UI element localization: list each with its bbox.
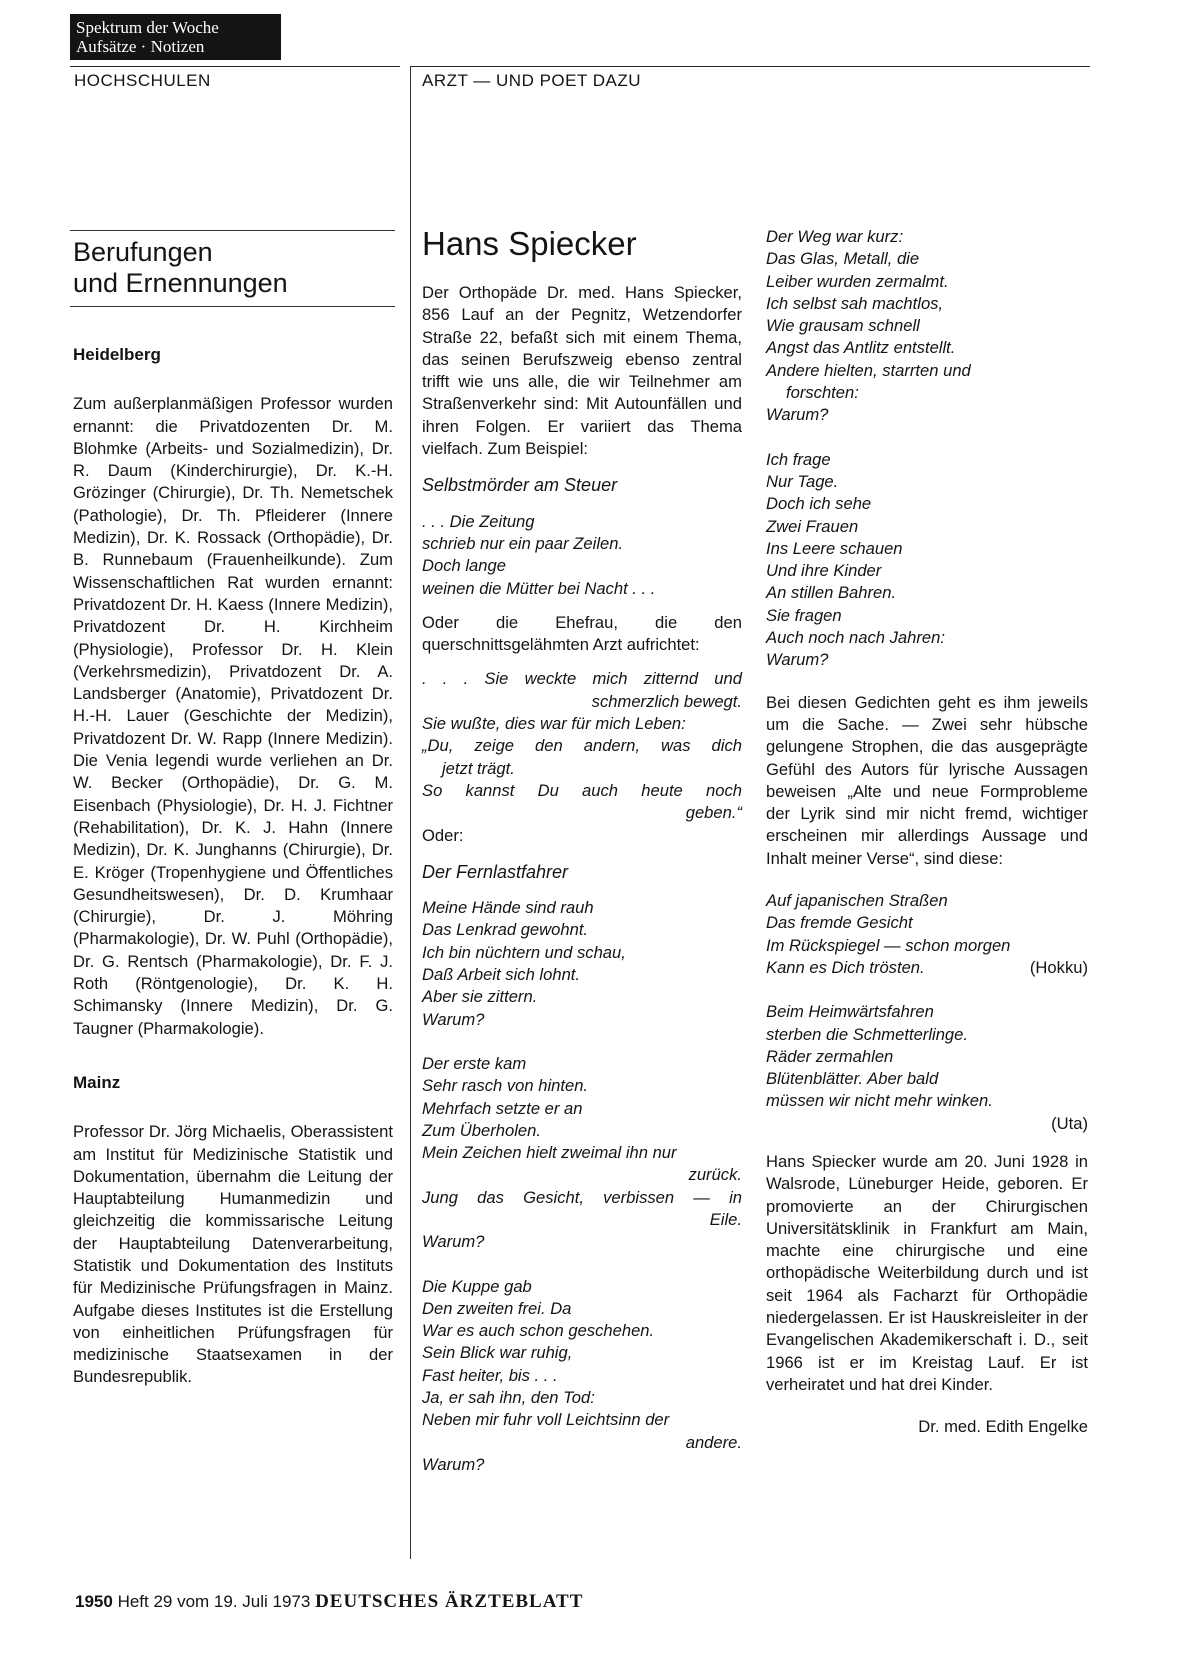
poem1-line: Doch lange (422, 556, 506, 576)
haiku-line: Das fremde Gesicht (766, 913, 913, 933)
poem-line: Nur Tage. (766, 471, 839, 491)
poem-line: Wie grausam schnell (766, 316, 920, 336)
transition-text: Oder die Ehefrau, die den querschnittsgelähmten Arzt aufrichtet: (422, 612, 742, 655)
commentary-text: Bei diesen Gedichten geht es ihm jeweils um die Sache. — Zwei sehr hübsche gelungene Strophen, die das ausgeprägte Gefühl des Autors für lyrische Aussagen beweisen „Alte und neue Formprobleme der Lyrik sind mir nicht fremd, wichtiger erscheinen mir allerdings Aussage und Inhalt meiner Verse“, sind diese: (766, 692, 1088, 868)
article-title-line1: Berufungen (73, 237, 213, 267)
poem1-title: Selbstmörder am Steuer (422, 475, 618, 496)
top-rule-left (70, 66, 400, 67)
haiku-line: Beim Heimwärtsfahren (766, 1002, 934, 1022)
masthead: DEUTSCHES ÄRZTEBLATT (315, 1591, 584, 1612)
poem3-line: War es auch schon geschehen. (422, 1321, 655, 1341)
left-column (73, 237, 393, 1389)
author-signature: Dr. med. Edith Engelke (918, 1417, 1088, 1437)
poem3-line: Die Kuppe gab (422, 1276, 532, 1296)
haiku-line: Kann es Dich trösten. (766, 957, 925, 977)
poem3-line: Eile. (709, 1209, 742, 1229)
top-rule-right (410, 66, 1090, 67)
poem3-line: Zum Überholen. (422, 1120, 541, 1140)
poem1-line: . . . Die Zeitung (422, 511, 535, 531)
poem3-line: Das Lenkrad gewohnt. (422, 920, 589, 940)
section-label (70, 14, 281, 60)
right-column (766, 226, 1088, 1439)
poem2-line: . . . Sie weckte mich zitternd und (422, 669, 742, 689)
poem3-line: Daß Arbeit sich lohnt. (422, 965, 581, 985)
poem-line: Ins Leere schauen (766, 538, 903, 558)
poem3-line: Der erste kam (422, 1053, 527, 1073)
poem3-line: Meine Hände sind rauh (422, 898, 594, 918)
poem3-line: Mehrfach setzte er an (422, 1098, 583, 1118)
poem-line: Das Glas, Metall, die (766, 249, 920, 269)
poet-intro: Der Orthopäde Dr. med. Hans Spiecker, 856 Lauf an der Pegnitz, Wetzendorfer Straße 22, befaßt sich mit einem Thema, das seinen Berufszweig ebenso zentral trifft wie uns alle, die wir Teilnehmer am Straßenverkehr sind: Mit Autounfällen und ihren Folgen. Er variiert das Thema vielfach. Zum Beispiel: (422, 283, 742, 459)
section-label-line2: Aufsätze · Notizen (76, 37, 205, 56)
poem1 (422, 511, 742, 600)
poem3-line: Ja, er sah ihn, den Tod: (422, 1388, 595, 1408)
poem2 (422, 668, 742, 824)
poem-line: Auch noch nach Jahren: (766, 628, 945, 648)
poem-line: Doch ich sehe (766, 494, 872, 514)
poem-line: forschten: (786, 383, 859, 403)
article-title-line2: und Ernennungen (73, 268, 288, 298)
haiku-line: Auf japanischen Straßen (766, 891, 948, 911)
poem3-line: Jung das Gesicht, verbissen — in (422, 1187, 742, 1207)
page-number: 1950 (75, 1592, 113, 1611)
poem3-line: Warum? (422, 1454, 485, 1474)
mainz-text: Professor Dr. Jörg Michaelis, Oberassistent am Institut für Medizinische Statistik und Dokumentation, übernahm die Leitung der Hauptabteilung Humanmedizin und gleichzeitig die kommissarische Leitung der Hauptabteilung Datenverarbeitung, Statistik und Dokumentation des Instituts für Medizinische Prüfungsfragen in Mainz. Aufgabe dieses Institutes ist die Erstellung von einheitlichen Prüfungsfragen für medizinische Staatsexamen in der Bundesrepublik. (73, 1122, 393, 1387)
haiku-line: Räder zermahlen (766, 1046, 894, 1066)
poem-line: Angst das Antlitz entstellt. (766, 338, 956, 358)
issue-info: Heft 29 vom 19. Juli 1973 (117, 1592, 311, 1611)
poem-line: Zwei Frauen (766, 516, 859, 536)
heading-heidelberg: Heidelberg (73, 345, 161, 364)
poem3-line: Aber sie zittern. (422, 987, 538, 1007)
poet-title: Hans Spiecker (422, 225, 637, 262)
title-rule-top (70, 230, 395, 231)
poem3-line: zurück. (688, 1165, 742, 1185)
poem3-continued (766, 226, 1088, 672)
haiku-line: Blütenblätter. Aber bald (766, 1069, 939, 1089)
poem3-line: Den zweiten frei. Da (422, 1298, 572, 1318)
poem3-line: Sein Blick war ruhig, (422, 1343, 573, 1363)
column-divider (410, 66, 411, 1559)
section-label-line1: Spektrum der Woche (76, 18, 219, 37)
poem-line: Der Weg war kurz: (766, 227, 904, 246)
poem-line: Andere hielten, starrten und (766, 360, 971, 380)
poem2-line: So kannst Du auch heute noch (422, 780, 742, 800)
poem-line: An stillen Bahren. (766, 583, 897, 603)
poem1-line: schrieb nur ein paar Zeilen. (422, 533, 624, 553)
poem2-line: jetzt trägt. (442, 758, 515, 778)
heidelberg-text: Zum außerplanmäßigen Professor wurden ernannt: die Privatdozenten Dr. M. Blohmke (Arbeits- und Sozialmedizin), Dr. R. Daum (Kinderchirurgie), Dr. K.-H. Grözinger (Chirurgie), Dr. Th. Nemetschek (Pathologie), Dr. Th. Pfleiderer (Innere Medizin), Dr. K. Rossack (Orthopädie), Dr. B. Runnebaum (Frauenheilkunde). Zum Wissenschaftlichen Rat wurden ernannt: Privatdozent Dr. H. Kaess (Innere Medizin), Privatdozent Dr. H. Kirchheim (Physiologie), Professor Dr. H. Klein (Verkehrsmedizin), Privatdozent Dr. A. Landsberger (Anatomie), Privatdozent Dr. H.-H. Lauer (Geschichte der Medizin), Privatdozent Dr. W. Rapp (Innere Medizin). Die Venia legendi wurde verliehen an Dr. W. Becker (Orthopädie), Dr. G. M. Eisenbach (Physiologie), Dr. H. J. Fichtner (Rehabilitation), Dr. K. J. Hahn (Innere Medizin), Dr. K. Junghanns (Chirurgie), Dr. E. Kröger (Tropenhygiene und Öffentliches Gesundheitswesen), Dr. D. Krumhaar (Chirurgie), Dr. J. Möhring (Pharmakologie), Dr. W. Puhl (Orthopädie), Dr. G. Rentsch (Pharmakologie), Dr. F. J. Roth (Röntgenologie), Dr. K. H. Schimansky (Innere Medizin), Dr. G. Taugner (Pharmakologie). (73, 394, 393, 1038)
oder-text: Oder: (422, 825, 464, 845)
rubric-left: HOCHSCHULEN (74, 71, 211, 90)
heading-mainz: Mainz (73, 1072, 121, 1092)
poem3-line: andere. (685, 1432, 742, 1452)
poem3-line: Ich bin nüchtern und schau, (422, 942, 626, 962)
poem3-line: Warum? (422, 1232, 485, 1252)
poem3-line: Fast heiter, bis . . . (422, 1365, 558, 1385)
haiku-line: müssen wir nicht mehr winken. (766, 1091, 993, 1111)
poem-line: Warum? (766, 650, 829, 670)
uta-form-label: (Uta) (1051, 1113, 1088, 1133)
poem3-line: Warum? (422, 1009, 485, 1029)
poem-line: Leiber wurden zermalmt. (766, 271, 949, 291)
poem2-line: „Du, zeige den andern, was dich (422, 736, 742, 756)
poem3-line: Mein Zeichen hielt zweimal ihn nur (422, 1143, 677, 1163)
poem2-line: schmerzlich bewegt. (591, 691, 742, 711)
poem3 (422, 897, 742, 1476)
poem3-title: Der Fernlastfahrer (422, 861, 569, 882)
poem-line: Ich frage (766, 449, 831, 469)
poem-line: Ich selbst sah machtlos, (766, 293, 944, 313)
poem2-line: Sie wußte, dies war für mich Leben: (422, 714, 686, 734)
page-footer (75, 1591, 583, 1613)
poem1-line: weinen die Mütter bei Nacht . . . (422, 578, 656, 598)
poem-line: Warum? (766, 405, 829, 425)
haiku-last-line (766, 957, 1088, 979)
poem2-line: geben.“ (685, 803, 742, 823)
poem-line: Sie fragen (766, 605, 842, 625)
haiku-line: sterben die Schmetterlinge. (766, 1024, 969, 1044)
middle-column (422, 226, 742, 1476)
poem3-line: Sehr rasch von hinten. (422, 1076, 589, 1096)
haiku-line: Im Rückspiegel — schon morgen (766, 935, 1011, 955)
poem-line: Und ihre Kinder (766, 561, 882, 581)
haiku-hokku (766, 890, 1088, 1135)
biography-text: Hans Spiecker wurde am 20. Juni 1928 in Walsrode, Lüneburger Heide, geboren. Er promovierte an der Chirurgischen Universitätsklinik in Frankfurt am Main, machte eine chirurgische und eine orthopädische Weiterbildung durch und ist seit 1964 als Facharzt für Orthopädie niedergelassen. Er ist Hauskreisleiter in der Evangelischen Akademikerschaft i. D., seit 1966 ist er im Kreistag Lauf. Er ist verheiratet und hat drei Kinder. (766, 1151, 1088, 1394)
rubric-right: ARZT — UND POET DAZU (422, 71, 642, 90)
haiku-form-label: (Hokku) (1029, 957, 1088, 977)
poem3-line: Neben mir fuhr voll Leichtsinn der (422, 1410, 670, 1430)
